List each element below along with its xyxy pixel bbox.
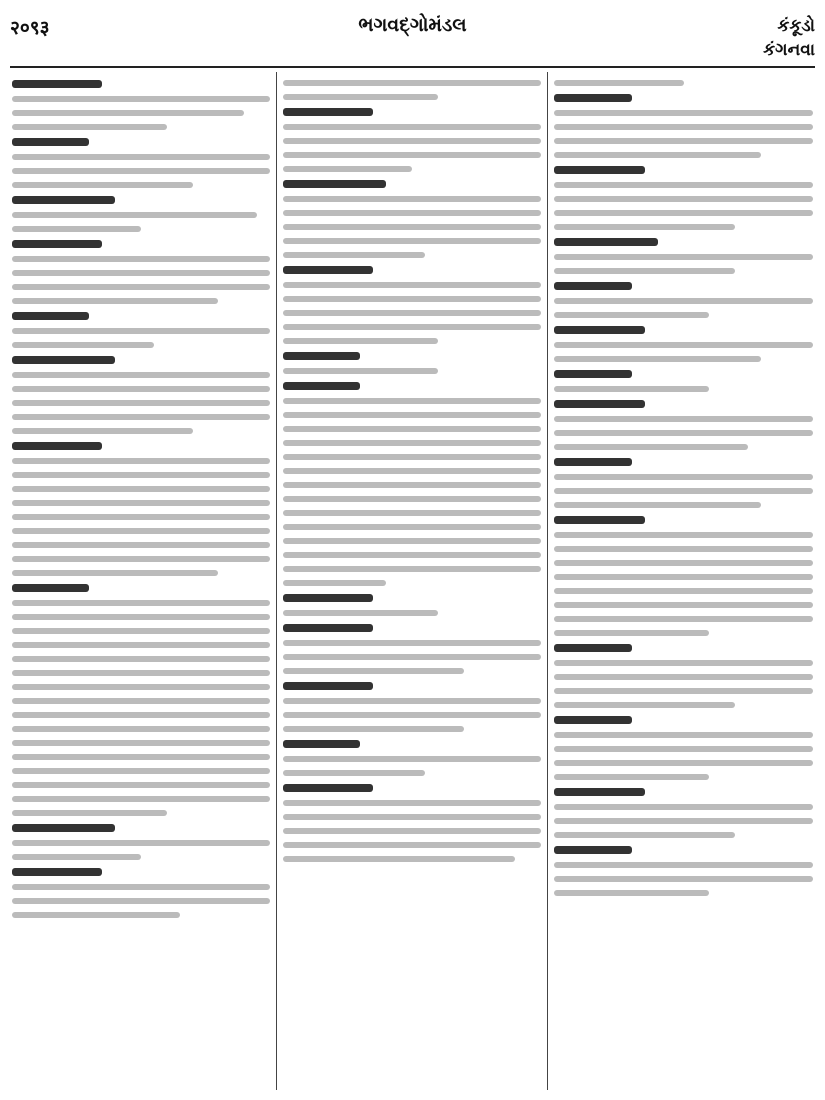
entry-text-line <box>554 616 813 622</box>
entry-text-line <box>554 774 709 780</box>
dictionary-entry <box>554 238 813 274</box>
entry-text-line <box>12 740 270 746</box>
entry-text-line <box>554 196 813 202</box>
entry-text-line <box>283 252 425 258</box>
entry-text-line <box>554 660 813 666</box>
entry-headword-line <box>12 584 89 592</box>
column-divider <box>547 72 548 1090</box>
entry-text-line <box>554 210 813 216</box>
entry-headword-line <box>554 326 645 334</box>
dictionary-entry <box>283 624 541 674</box>
entry-text-line <box>554 416 813 422</box>
entry-text-line <box>554 474 813 480</box>
entry-headword-line <box>554 166 645 174</box>
dictionary-entry <box>12 80 270 130</box>
entry-headword-line <box>283 594 373 602</box>
entry-text-line <box>283 496 541 502</box>
entry-headword-line <box>283 784 373 792</box>
entry-headword-line <box>12 868 102 876</box>
entry-headword-line <box>554 788 645 796</box>
entry-text-line <box>554 630 709 636</box>
entry-headword-line <box>554 238 658 246</box>
entry-headword-line <box>12 312 89 320</box>
dictionary-entry <box>554 716 813 780</box>
dictionary-entry <box>12 868 270 918</box>
guide-word-first: કંકૂડો <box>777 16 815 36</box>
entry-headword-line <box>554 370 632 378</box>
entry-text-line <box>554 702 735 708</box>
entry-text-line <box>554 546 813 552</box>
entry-headword-line <box>12 240 102 248</box>
entry-text-line <box>554 386 709 392</box>
entry-text-line <box>283 756 541 762</box>
entry-text-line <box>554 224 735 230</box>
dictionary-entry <box>554 370 813 392</box>
entry-headword-line <box>554 400 645 408</box>
entry-text-line <box>554 804 813 810</box>
entry-text-line <box>554 138 813 144</box>
dictionary-entry <box>12 312 270 348</box>
entry-text-line <box>12 212 257 218</box>
entry-text-line <box>12 154 270 160</box>
dictionary-entry <box>12 824 270 860</box>
entry-text-line <box>283 814 541 820</box>
entry-text-line <box>283 668 464 674</box>
entry-text-line <box>554 124 813 130</box>
entry-text-line <box>12 284 270 290</box>
entry-text-line <box>554 110 813 116</box>
entry-text-line <box>283 770 425 776</box>
entry-text-line <box>12 528 270 534</box>
entry-text-line <box>12 768 270 774</box>
dictionary-entry <box>283 180 541 258</box>
entry-text-line <box>283 124 541 130</box>
entry-headword-line <box>12 442 102 450</box>
entry-text-line <box>12 414 270 420</box>
entry-text-line <box>283 94 438 100</box>
entry-headword-line <box>554 94 632 102</box>
entry-text-line <box>554 862 813 868</box>
entry-text-line <box>283 828 541 834</box>
column-divider <box>276 72 277 1090</box>
entry-text-line <box>283 80 541 86</box>
entry-text-line <box>283 454 541 460</box>
entry-text-line <box>12 542 270 548</box>
dictionary-entry <box>283 382 541 586</box>
entry-text-line <box>554 80 684 86</box>
guide-words <box>763 14 815 62</box>
dictionary-entry <box>12 584 270 816</box>
dictionary-entry <box>283 266 541 344</box>
entry-text-line <box>283 282 541 288</box>
guide-word-last: કંગનવા <box>763 40 815 60</box>
entry-text-line <box>12 810 167 816</box>
entry-text-line <box>283 482 541 488</box>
entry-text-line <box>283 468 541 474</box>
entry-text-line <box>12 500 270 506</box>
dictionary-entry <box>554 282 813 318</box>
dictionary-entry <box>554 326 813 362</box>
header-rule <box>10 66 815 68</box>
entry-text-line <box>12 372 270 378</box>
entry-text-line <box>554 312 709 318</box>
entry-headword-line <box>554 458 632 466</box>
entry-text-line <box>12 754 270 760</box>
entry-text-line <box>554 688 813 694</box>
entry-text-line <box>283 398 541 404</box>
entry-text-line <box>12 328 270 334</box>
entry-text-line <box>554 356 761 362</box>
entry-text-line <box>554 746 813 752</box>
entry-text-line <box>283 324 541 330</box>
entry-text-line <box>554 602 813 608</box>
entry-text-line <box>283 566 541 572</box>
entry-headword-line <box>12 824 115 832</box>
entry-text-line <box>283 510 541 516</box>
dictionary-entry <box>283 740 541 776</box>
entry-text-line <box>554 488 813 494</box>
entry-text-line <box>283 368 438 374</box>
entry-text-line <box>283 426 541 432</box>
entry-text-line <box>12 168 270 174</box>
entry-text-line <box>554 342 813 348</box>
entry-text-line <box>554 832 735 838</box>
entry-text-line <box>12 298 218 304</box>
dictionary-entry <box>283 108 541 172</box>
entry-text-line <box>12 256 270 262</box>
entry-text-line <box>554 182 813 188</box>
entry-text-line <box>12 458 270 464</box>
entry-text-line <box>554 818 813 824</box>
entry-text-line <box>283 538 541 544</box>
running-title: ભગવદ્ગોમંડલ <box>358 14 467 36</box>
dictionary-entry <box>12 240 270 304</box>
entry-text-line <box>554 430 813 436</box>
entry-text-line <box>283 712 541 718</box>
entry-text-line <box>554 574 813 580</box>
entry-text-line <box>283 856 515 862</box>
entry-headword-line <box>283 682 373 690</box>
entry-headword-line <box>283 382 360 390</box>
entry-text-line <box>283 152 541 158</box>
entry-text-line <box>12 570 218 576</box>
entry-text-line <box>554 876 813 882</box>
entry-text-line <box>554 444 748 450</box>
entry-text-line <box>283 138 541 144</box>
entry-text-line <box>554 298 813 304</box>
entry-text-line <box>12 342 154 348</box>
dictionary-entry <box>554 788 813 838</box>
column-3 <box>552 72 815 1090</box>
entry-text-line <box>283 166 412 172</box>
entry-text-line <box>12 884 270 890</box>
entry-headword-line <box>283 740 360 748</box>
entry-text-line <box>283 524 541 530</box>
entry-text-line <box>12 182 193 188</box>
entry-text-line <box>554 560 813 566</box>
entry-headword-line <box>554 716 632 724</box>
entry-text-line <box>12 110 244 116</box>
entry-text-line <box>12 912 180 918</box>
entry-text-line <box>554 588 813 594</box>
entry-headword-line <box>283 624 373 632</box>
entry-text-line <box>283 698 541 704</box>
entry-text-line <box>12 614 270 620</box>
entry-text-line <box>12 698 270 704</box>
entry-text-line <box>283 238 541 244</box>
dictionary-entry <box>554 516 813 636</box>
entry-headword-line <box>283 108 373 116</box>
dictionary-entry <box>283 80 541 100</box>
entry-text-line <box>283 310 541 316</box>
entry-text-line <box>12 782 270 788</box>
page-header <box>10 14 815 74</box>
entry-text-line <box>283 440 541 446</box>
entry-headword-line <box>283 266 373 274</box>
entry-text-line <box>283 654 541 660</box>
dictionary-columns <box>10 72 815 1090</box>
column-1 <box>10 72 272 1090</box>
entry-text-line <box>12 486 270 492</box>
dictionary-entry <box>283 352 541 374</box>
dictionary-entry <box>12 138 270 188</box>
entry-text-line <box>12 400 270 406</box>
entry-text-line <box>283 338 438 344</box>
entry-text-line <box>283 640 541 646</box>
entry-text-line <box>12 642 270 648</box>
entry-text-line <box>12 898 270 904</box>
entry-text-line <box>554 502 761 508</box>
entry-text-line <box>283 580 386 586</box>
entry-text-line <box>554 268 735 274</box>
entry-text-line <box>12 556 270 562</box>
entry-headword-line <box>12 356 115 364</box>
entry-text-line <box>283 296 541 302</box>
entry-text-line <box>12 684 270 690</box>
dictionary-entry <box>12 196 270 232</box>
entry-text-line <box>12 656 270 662</box>
dictionary-entry <box>554 644 813 708</box>
entry-text-line <box>12 514 270 520</box>
entry-text-line <box>12 796 270 802</box>
dictionary-entry <box>554 846 813 896</box>
entry-text-line <box>12 428 193 434</box>
entry-text-line <box>12 270 270 276</box>
entry-text-line <box>12 472 270 478</box>
dictionary-entry <box>554 94 813 158</box>
entry-text-line <box>12 124 167 130</box>
entry-text-line <box>283 224 541 230</box>
entry-text-line <box>12 726 270 732</box>
entry-headword-line <box>283 352 360 360</box>
dictionary-entry <box>12 442 270 576</box>
entry-text-line <box>12 840 270 846</box>
dictionary-entry <box>554 80 813 86</box>
entry-text-line <box>12 226 141 232</box>
entry-text-line <box>554 532 813 538</box>
entry-text-line <box>12 96 270 102</box>
entry-text-line <box>554 674 813 680</box>
entry-text-line <box>554 254 813 260</box>
entry-headword-line <box>12 80 102 88</box>
entry-text-line <box>12 712 270 718</box>
dictionary-entry <box>283 682 541 732</box>
page-number: २०९३ <box>10 17 50 39</box>
entry-text-line <box>283 210 541 216</box>
entry-text-line <box>283 552 541 558</box>
entry-headword-line <box>554 516 645 524</box>
entry-text-line <box>12 600 270 606</box>
dictionary-entry <box>554 458 813 508</box>
entry-text-line <box>554 890 709 896</box>
dictionary-entry <box>554 166 813 230</box>
dictionary-entry <box>12 356 270 434</box>
entry-headword-line <box>554 282 632 290</box>
entry-headword-line <box>554 846 632 854</box>
entry-text-line <box>283 842 541 848</box>
entry-text-line <box>283 726 464 732</box>
dictionary-entry <box>554 400 813 450</box>
entry-text-line <box>12 386 270 392</box>
entry-text-line <box>12 670 270 676</box>
entry-text-line <box>283 800 541 806</box>
entry-text-line <box>283 196 541 202</box>
dictionary-entry <box>283 594 541 616</box>
entry-text-line <box>12 854 141 860</box>
entry-text-line <box>554 732 813 738</box>
entry-text-line <box>283 412 541 418</box>
entry-text-line <box>12 628 270 634</box>
entry-headword-line <box>12 196 115 204</box>
entry-text-line <box>554 152 761 158</box>
entry-headword-line <box>554 644 632 652</box>
column-2 <box>281 72 543 1090</box>
entry-headword-line <box>12 138 89 146</box>
entry-text-line <box>554 760 813 766</box>
entry-text-line <box>283 610 438 616</box>
entry-headword-line <box>283 180 386 188</box>
dictionary-entry <box>283 784 541 862</box>
